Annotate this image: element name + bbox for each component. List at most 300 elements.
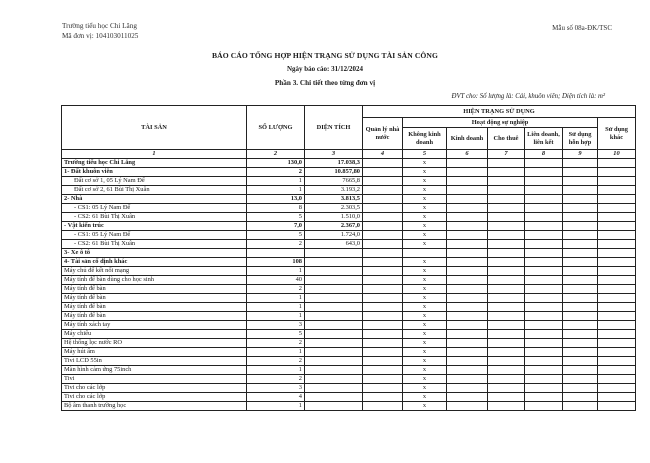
- mixed-cell: [563, 222, 598, 231]
- table-row: [62, 168, 636, 177]
- trade-cell: [447, 375, 488, 384]
- area-cell: [305, 312, 363, 321]
- other-cell: [598, 357, 636, 366]
- mixed-cell: [563, 402, 598, 411]
- joint-cell: [525, 231, 563, 240]
- col-status: HIỆN TRẠNG SỬ DỤNG: [363, 106, 636, 118]
- mgmt-cell: [363, 222, 403, 231]
- col-mixed: Sử dụng hỗn hợp: [563, 128, 598, 150]
- business-mark-cell: x: [403, 339, 447, 348]
- table-row: [62, 240, 636, 249]
- asset-name-cell: Tivi cho các lớp: [62, 393, 247, 402]
- mixed-cell: [563, 348, 598, 357]
- business-mark-cell: x: [403, 267, 447, 276]
- trade-cell: [447, 177, 488, 186]
- business-mark-cell: x: [403, 222, 447, 231]
- trade-cell: [447, 267, 488, 276]
- other-cell: [598, 249, 636, 258]
- joint-cell: [525, 276, 563, 285]
- lease-cell: [488, 393, 525, 402]
- area-cell: 7665,8: [305, 177, 363, 186]
- joint-cell: [525, 321, 563, 330]
- joint-cell: [525, 222, 563, 231]
- table-row: [62, 312, 636, 321]
- column-index-row: [62, 150, 636, 159]
- trade-cell: [447, 249, 488, 258]
- other-cell: [598, 177, 636, 186]
- lease-cell: [488, 321, 525, 330]
- business-mark-cell: x: [403, 186, 447, 195]
- index-cell: 4: [363, 150, 403, 159]
- index-cell: 7: [488, 150, 525, 159]
- qty-cell: 2: [247, 357, 305, 366]
- mgmt-cell: [363, 231, 403, 240]
- lease-cell: [488, 375, 525, 384]
- qty-cell: 2: [247, 375, 305, 384]
- asset-name-cell: 4- Tài sản cố định khác: [62, 258, 247, 267]
- mgmt-cell: [363, 384, 403, 393]
- col-area: DIỆN TÍCH: [305, 106, 363, 150]
- lease-cell: [488, 276, 525, 285]
- trade-cell: [447, 285, 488, 294]
- trade-cell: [447, 339, 488, 348]
- mgmt-cell: [363, 339, 403, 348]
- area-cell: [305, 321, 363, 330]
- asset-name-cell: - Vật kiến trúc: [62, 222, 247, 231]
- asset-name-cell: 2- Nhà: [62, 195, 247, 204]
- asset-name-cell: 1- Đất khuôn viên: [62, 168, 247, 177]
- other-cell: [598, 348, 636, 357]
- lease-cell: [488, 249, 525, 258]
- area-cell: 10.857,80: [305, 168, 363, 177]
- business-mark-cell: x: [403, 177, 447, 186]
- mixed-cell: [563, 267, 598, 276]
- qty-cell: 5: [247, 231, 305, 240]
- trade-cell: [447, 186, 488, 195]
- business-mark-cell: x: [403, 357, 447, 366]
- unit-code: Mã đơn vị: 104103011025: [62, 32, 139, 40]
- mgmt-cell: [363, 366, 403, 375]
- asset-table: [61, 105, 636, 411]
- mgmt-cell: [363, 168, 403, 177]
- mgmt-cell: [363, 393, 403, 402]
- business-mark-cell: x: [403, 258, 447, 267]
- lease-cell: [488, 159, 525, 168]
- joint-cell: [525, 393, 563, 402]
- business-mark-cell: x: [403, 168, 447, 177]
- mixed-cell: [563, 339, 598, 348]
- table-row: [62, 204, 636, 213]
- table-row: [62, 258, 636, 267]
- qty-cell: 1: [247, 177, 305, 186]
- other-cell: [598, 339, 636, 348]
- mixed-cell: [563, 294, 598, 303]
- lease-cell: [488, 240, 525, 249]
- qty-cell: 40: [247, 276, 305, 285]
- joint-cell: [525, 159, 563, 168]
- mixed-cell: [563, 249, 598, 258]
- joint-cell: [525, 366, 563, 375]
- joint-cell: [525, 303, 563, 312]
- area-cell: 3.193,2: [305, 186, 363, 195]
- table-row: [62, 213, 636, 222]
- qty-cell: 1: [247, 294, 305, 303]
- area-cell: [305, 402, 363, 411]
- business-mark-cell: x: [403, 204, 447, 213]
- lease-cell: [488, 303, 525, 312]
- joint-cell: [525, 294, 563, 303]
- other-cell: [598, 267, 636, 276]
- qty-cell: 1: [247, 303, 305, 312]
- asset-name-cell: Bộ âm thanh trường học: [62, 402, 247, 411]
- mgmt-cell: [363, 348, 403, 357]
- area-cell: [305, 294, 363, 303]
- index-cell: 1: [62, 150, 247, 159]
- col-career: Hoạt động sự nghiệp: [403, 118, 598, 128]
- table-row: [62, 285, 636, 294]
- col-joint: Liên doanh, liên kết: [525, 128, 563, 150]
- joint-cell: [525, 213, 563, 222]
- index-cell: 2: [247, 150, 305, 159]
- business-mark-cell: x: [403, 384, 447, 393]
- qty-cell: 2: [247, 339, 305, 348]
- asset-name-cell: Đất cơ sở 2, 61 Bùi Thị Xuân: [62, 186, 247, 195]
- table-row: [62, 177, 636, 186]
- lease-cell: [488, 312, 525, 321]
- lease-cell: [488, 402, 525, 411]
- trade-cell: [447, 222, 488, 231]
- business-mark-cell: x: [403, 159, 447, 168]
- lease-cell: [488, 231, 525, 240]
- qty-cell: 1: [247, 402, 305, 411]
- trade-cell: [447, 312, 488, 321]
- school-name: Trường tiểu học Chi Lăng: [62, 22, 137, 30]
- mgmt-cell: [363, 195, 403, 204]
- other-cell: [598, 159, 636, 168]
- qty-cell: 8: [247, 204, 305, 213]
- other-cell: [598, 204, 636, 213]
- business-mark-cell: x: [403, 195, 447, 204]
- col-mgmt: Quản lý nhà nước: [363, 118, 403, 150]
- mixed-cell: [563, 213, 598, 222]
- joint-cell: [525, 267, 563, 276]
- lease-cell: [488, 348, 525, 357]
- joint-cell: [525, 330, 563, 339]
- other-cell: [598, 258, 636, 267]
- qty-cell: 3: [247, 384, 305, 393]
- joint-cell: [525, 258, 563, 267]
- lease-cell: [488, 357, 525, 366]
- table-row: [62, 231, 636, 240]
- qty-cell: 5: [247, 330, 305, 339]
- mgmt-cell: [363, 249, 403, 258]
- mixed-cell: [563, 195, 598, 204]
- asset-name-cell: Máy tính để bàn: [62, 312, 247, 321]
- mgmt-cell: [363, 177, 403, 186]
- table-row: [62, 330, 636, 339]
- table-row: [62, 339, 636, 348]
- qty-cell: 1: [247, 348, 305, 357]
- joint-cell: [525, 177, 563, 186]
- other-cell: [598, 231, 636, 240]
- mixed-cell: [563, 204, 598, 213]
- area-cell: [305, 303, 363, 312]
- business-mark-cell: x: [403, 330, 447, 339]
- trade-cell: [447, 258, 488, 267]
- qty-cell: 3: [247, 321, 305, 330]
- qty-cell: 2: [247, 240, 305, 249]
- asset-name-cell: - CS2: 61 Bùi Thị Xuân: [62, 240, 247, 249]
- lease-cell: [488, 186, 525, 195]
- mixed-cell: [563, 285, 598, 294]
- report-title: BÁO CÁO TỔNG HỢP HIỆN TRẠNG SỬ DỤNG TÀI SẢN CÔNG: [211, 51, 439, 60]
- qty-cell: 1: [247, 366, 305, 375]
- business-mark-cell: x: [403, 285, 447, 294]
- mgmt-cell: [363, 213, 403, 222]
- qty-cell: 4: [247, 393, 305, 402]
- mixed-cell: [563, 330, 598, 339]
- area-cell: [305, 393, 363, 402]
- lease-cell: [488, 294, 525, 303]
- other-cell: [598, 375, 636, 384]
- asset-name-cell: Đất cơ sở 1, 05 Lý Nam Đế: [62, 177, 247, 186]
- other-cell: [598, 303, 636, 312]
- mgmt-cell: [363, 204, 403, 213]
- table-row: [62, 303, 636, 312]
- table-row: [62, 276, 636, 285]
- mgmt-cell: [363, 303, 403, 312]
- joint-cell: [525, 312, 563, 321]
- mixed-cell: [563, 240, 598, 249]
- qty-cell: 130,0: [247, 159, 305, 168]
- joint-cell: [525, 375, 563, 384]
- trade-cell: [447, 402, 488, 411]
- asset-name-cell: - CS1: 05 Lý Nam Đế: [62, 204, 247, 213]
- joint-cell: [525, 348, 563, 357]
- area-cell: 3.813,5: [305, 195, 363, 204]
- table-row: [62, 375, 636, 384]
- mixed-cell: [563, 357, 598, 366]
- lease-cell: [488, 195, 525, 204]
- lease-cell: [488, 177, 525, 186]
- lease-cell: [488, 339, 525, 348]
- table-row: [62, 195, 636, 204]
- lease-cell: [488, 168, 525, 177]
- mixed-cell: [563, 321, 598, 330]
- form-number: Mẫu số 08a-ĐK/TSC: [552, 24, 612, 32]
- table-row: [62, 159, 636, 168]
- table-row: [62, 348, 636, 357]
- joint-cell: [525, 285, 563, 294]
- col-trade: Kinh doanh: [447, 128, 488, 150]
- table-row: [62, 393, 636, 402]
- other-cell: [598, 195, 636, 204]
- index-cell: 8: [525, 150, 563, 159]
- joint-cell: [525, 204, 563, 213]
- asset-name-cell: - CS1: 05 Lý Nam Đế: [62, 231, 247, 240]
- qty-cell: 1: [247, 267, 305, 276]
- joint-cell: [525, 402, 563, 411]
- qty-cell: 5: [247, 213, 305, 222]
- mgmt-cell: [363, 159, 403, 168]
- other-cell: [598, 168, 636, 177]
- area-cell: [305, 276, 363, 285]
- lease-cell: [488, 366, 525, 375]
- trade-cell: [447, 294, 488, 303]
- table-row: [62, 222, 636, 231]
- trade-cell: [447, 384, 488, 393]
- trade-cell: [447, 240, 488, 249]
- trade-cell: [447, 330, 488, 339]
- asset-name-cell: Hệ thống lọc nước RO: [62, 339, 247, 348]
- area-cell: [305, 366, 363, 375]
- mixed-cell: [563, 168, 598, 177]
- mgmt-cell: [363, 357, 403, 366]
- mixed-cell: [563, 276, 598, 285]
- other-cell: [598, 186, 636, 195]
- table-row: [62, 402, 636, 411]
- table-row: [62, 321, 636, 330]
- business-mark-cell: x: [403, 402, 447, 411]
- business-mark-cell: x: [403, 375, 447, 384]
- other-cell: [598, 222, 636, 231]
- table-row: [62, 384, 636, 393]
- asset-name-cell: Tivi: [62, 375, 247, 384]
- joint-cell: [525, 168, 563, 177]
- asset-name-cell: Máy chủ để kết nối mạng: [62, 267, 247, 276]
- joint-cell: [525, 240, 563, 249]
- mgmt-cell: [363, 267, 403, 276]
- joint-cell: [525, 249, 563, 258]
- col-lease: Cho thuê: [488, 128, 525, 150]
- unit-note: ĐVT cho: Số lượng là: Cái, khuôn viên; Diện tích là: m²: [451, 93, 605, 100]
- other-cell: [598, 240, 636, 249]
- mgmt-cell: [363, 258, 403, 267]
- area-cell: [305, 375, 363, 384]
- business-mark-cell: [403, 249, 447, 258]
- qty-cell: [247, 249, 305, 258]
- table-row: [62, 357, 636, 366]
- mixed-cell: [563, 393, 598, 402]
- trade-cell: [447, 168, 488, 177]
- business-mark-cell: x: [403, 303, 447, 312]
- col-other: Sử dụng khác: [598, 118, 636, 150]
- area-cell: 643,0: [305, 240, 363, 249]
- mixed-cell: [563, 384, 598, 393]
- trade-cell: [447, 276, 488, 285]
- mixed-cell: [563, 258, 598, 267]
- area-cell: [305, 330, 363, 339]
- index-cell: 3: [305, 150, 363, 159]
- mgmt-cell: [363, 330, 403, 339]
- trade-cell: [447, 231, 488, 240]
- mgmt-cell: [363, 402, 403, 411]
- qty-cell: 108: [247, 258, 305, 267]
- area-cell: 2.367,0: [305, 222, 363, 231]
- table-row: [62, 267, 636, 276]
- area-cell: [305, 348, 363, 357]
- other-cell: [598, 213, 636, 222]
- trade-cell: [447, 348, 488, 357]
- lease-cell: [488, 258, 525, 267]
- table-row: [62, 249, 636, 258]
- trade-cell: [447, 393, 488, 402]
- other-cell: [598, 321, 636, 330]
- lease-cell: [488, 204, 525, 213]
- joint-cell: [525, 357, 563, 366]
- area-cell: 1.724,0: [305, 231, 363, 240]
- other-cell: [598, 393, 636, 402]
- business-mark-cell: x: [403, 312, 447, 321]
- mgmt-cell: [363, 294, 403, 303]
- asset-name-cell: Màn hình cảm ứng 75inch: [62, 366, 247, 375]
- business-mark-cell: x: [403, 231, 447, 240]
- mgmt-cell: [363, 276, 403, 285]
- area-cell: 2.303,5: [305, 204, 363, 213]
- asset-name-cell: Máy tính để bàn: [62, 294, 247, 303]
- area-cell: [305, 285, 363, 294]
- other-cell: [598, 384, 636, 393]
- business-mark-cell: x: [403, 240, 447, 249]
- business-mark-cell: x: [403, 393, 447, 402]
- index-cell: 6: [447, 150, 488, 159]
- table-row: [62, 186, 636, 195]
- col-asset: TÀI SẢN: [62, 106, 247, 150]
- qty-cell: 7,0: [247, 222, 305, 231]
- lease-cell: [488, 213, 525, 222]
- area-cell: 1.510,0: [305, 213, 363, 222]
- area-cell: [305, 267, 363, 276]
- trade-cell: [447, 195, 488, 204]
- qty-cell: 1: [247, 186, 305, 195]
- mgmt-cell: [363, 321, 403, 330]
- mixed-cell: [563, 177, 598, 186]
- asset-name-cell: - CS2: 61 Bùi Thị Xuân: [62, 213, 247, 222]
- mixed-cell: [563, 186, 598, 195]
- asset-name-cell: Máy tính để bàn dùng cho học sinh: [62, 276, 247, 285]
- joint-cell: [525, 186, 563, 195]
- trade-cell: [447, 159, 488, 168]
- asset-name-cell: Tivi LCD 55in: [62, 357, 247, 366]
- joint-cell: [525, 195, 563, 204]
- lease-cell: [488, 285, 525, 294]
- business-mark-cell: x: [403, 321, 447, 330]
- trade-cell: [447, 357, 488, 366]
- asset-name-cell: Máy hút ẩm: [62, 348, 247, 357]
- trade-cell: [447, 213, 488, 222]
- other-cell: [598, 276, 636, 285]
- asset-name-cell: Máy tính xách tay: [62, 321, 247, 330]
- mgmt-cell: [363, 312, 403, 321]
- joint-cell: [525, 339, 563, 348]
- qty-cell: 2: [247, 285, 305, 294]
- col-business: Không kinh doanh: [403, 128, 447, 150]
- lease-cell: [488, 330, 525, 339]
- document-header: [62, 21, 138, 41]
- qty-cell: 2: [247, 168, 305, 177]
- other-cell: [598, 366, 636, 375]
- asset-name-cell: Tivi cho các lớp: [62, 384, 247, 393]
- business-mark-cell: x: [403, 366, 447, 375]
- mgmt-cell: [363, 375, 403, 384]
- business-mark-cell: x: [403, 294, 447, 303]
- mixed-cell: [563, 366, 598, 375]
- index-cell: 9: [563, 150, 598, 159]
- joint-cell: [525, 384, 563, 393]
- table-row: [62, 366, 636, 375]
- business-mark-cell: x: [403, 348, 447, 357]
- mgmt-cell: [363, 240, 403, 249]
